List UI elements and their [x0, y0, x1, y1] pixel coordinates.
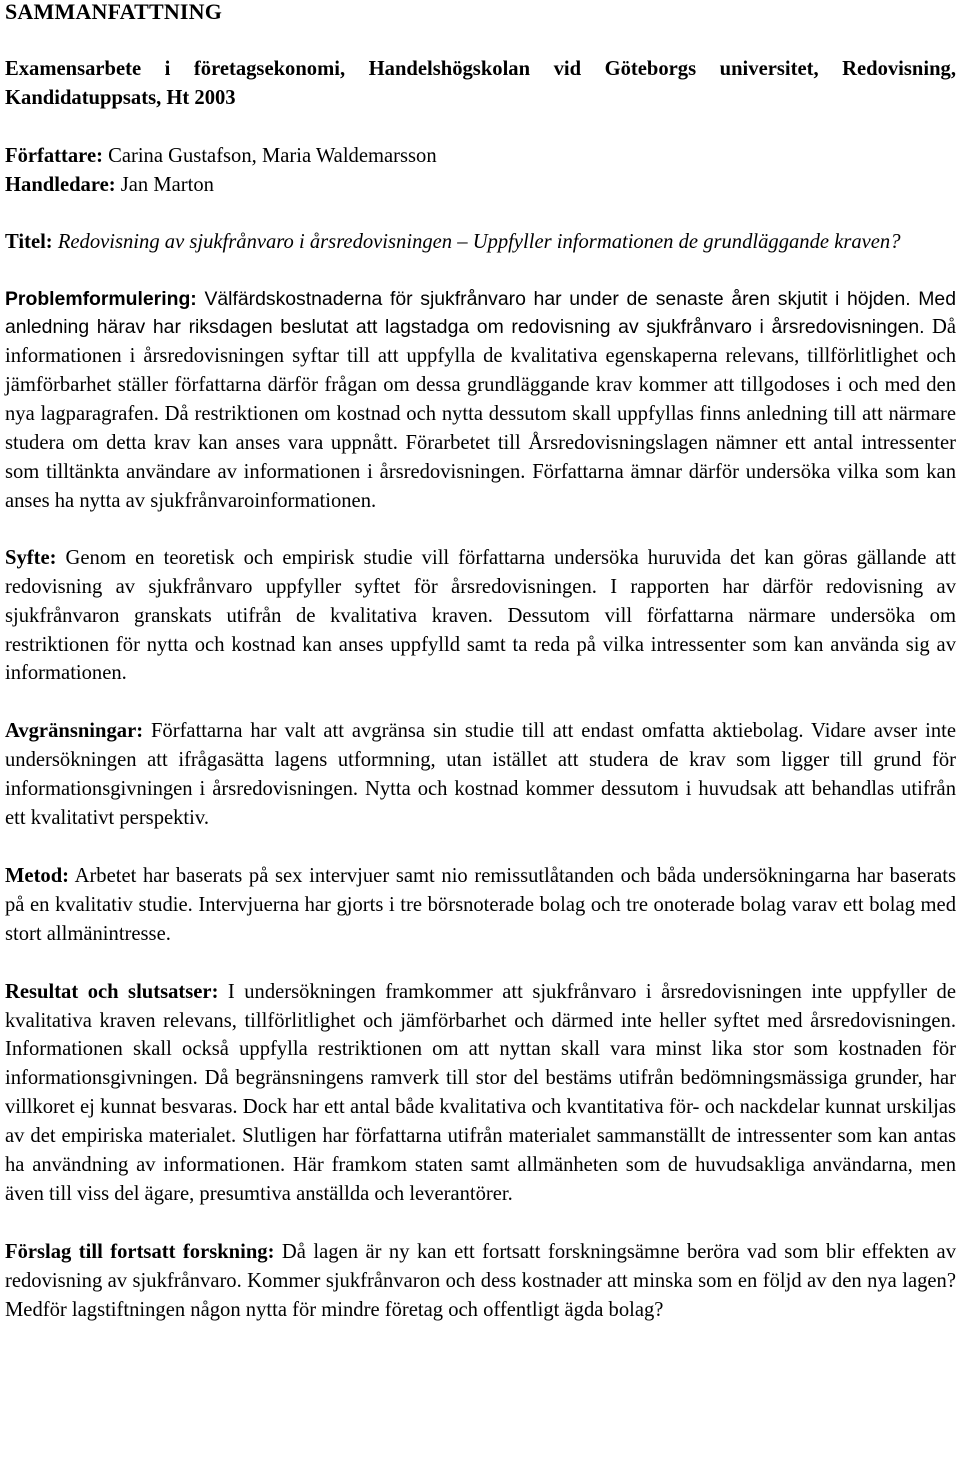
authors-block: [5, 142, 956, 200]
title-label: Titel:: [5, 230, 53, 253]
future-research-label: Förslag till fortsatt forskning:: [5, 1240, 275, 1263]
problem-block: [5, 285, 956, 516]
thesis-info: Examensarbete i företagsekonomi, Handelshögskolan vid Göteborgs universitet, Redovisning, Kandidatuppsats, Ht 2003: [5, 58, 956, 109]
document-page: [5, 0, 956, 1325]
supervisor-label: Handledare:: [5, 173, 116, 196]
method-block: [5, 862, 956, 949]
supervisor-value: Jan Marton: [115, 173, 214, 196]
author-value: Carina Gustafson, Maria Waldemarsson: [102, 144, 437, 167]
title-block: [5, 228, 956, 257]
problem-text-sans: Välfärdskostnaderna för sjukfrånvaro har under de senaste åren skjutit i höjden. Med anledning härav har riksdagen beslutat att lagstadga om redovisning av sjukfrånvaro i årsredovisningen.: [5, 287, 956, 339]
future-research-text: Då lagen är ny kan ett fortsatt forskningsämne beröra vad som blir effekten av redovisning av sjukfrånvaro. Kommer sjukfrånvaron och dess kostnader att minska som en följd av den nya lagen? Medför lagstiftningen någon nytta för mindre företag och offentligt ägda bolag?: [5, 1240, 956, 1321]
purpose-block: [5, 544, 956, 689]
page-title: SAMMANFATTNING: [5, 0, 223, 24]
method-label: Metod:: [5, 864, 70, 887]
future-research-block: [5, 1238, 956, 1325]
result-block: [5, 978, 956, 1209]
method-text: Arbetet har baserats på sex intervjuer samt nio remissutlåtanden och båda undersökningarna har baserats på en kvalitativ studie. Intervjuerna har gjorts i tre börsnoterade bolag och tre onoterade bolag varav ett bolag med stort allmänintresse.: [5, 864, 956, 945]
limits-label: Avgränsningar:: [5, 720, 144, 743]
supervisor-line: [5, 171, 956, 200]
limits-block: [5, 717, 956, 833]
limits-text: Författarna har valt att avgränsa sin studie till att endast omfatta aktiebolag. Vidare avser inte undersökningen att ifrågasätta lagens utformning, utan istället att studera de krav som ligger till grund för informationsgivningen i årsredovisningen. Nytta och kostnad kommer dessutom i huvudsak att behandlas utifrån ett kvalitativt perspektiv.: [5, 720, 956, 830]
purpose-text: Genom en teoretisk och empirisk studie vill författarna undersöka huruvida det kan göras gällande att redovisning av sjukfrånvaro uppfyller syftet för årsredovisningen. I rapporten har därför redovisning av sjukfrånvaron granskats utifrån de kvalitativa kraven. Dessutom vill författarna närmare undersöka om restriktionen för nytta och kostnad kan anses uppfylld samt ta reda på vilka intressenter som kan använda sig av informationen.: [5, 546, 956, 685]
author-label: Författare:: [5, 144, 103, 167]
title-value: Redovisning av sjukfrånvaro i årsredovisningen – Uppfyller informationen de grundläggande kraven?: [52, 230, 901, 253]
problem-text: Då informationen i årsredovisningen syftar till att uppfylla de kvalitativa egenskaperna relevans, tillförlitlighet och jämförbarhet ställer författarna därför frågan om dessa grundläggande krav kommer att tillgodoses i och med den nya lagparagrafen. Då restriktionen om kostnad och nytta dessutom skall uppfyllas finns anledning till att närmare studera om detta krav kan anses vara uppnått. Förarbetet till Årsredovisningslagen nämner ett antal intressenter som tilltänkta användare av informationen i årsredovisningen. Författarna ämnar därför undersöka vilka som kan anses ha nytta av sjukfrånvaroinformationen.: [5, 316, 956, 512]
problem-label: Problemformulering:: [5, 287, 197, 310]
purpose-label: Syfte:: [5, 546, 57, 569]
result-label: Resultat och slutsatser:: [5, 980, 219, 1003]
result-text: I undersökningen framkommer att sjukfrånvaro i årsredovisningen inte uppfyller de kvalitativa kraven relevans, tillförlitlighet och jämförbarhet och därmed inte heller syftet med årsredovisningen. Informationen skall också uppfylla restriktionen om att nyttan skall vara minst lika stor som kostnaden för informationsgivningen. Då begränsningens ramverk till stor del bestäms utifrån bedömningsmässiga grunder, har villkoret ej kunnat besvaras. Dock har ett antal både kvalitativa och kvantitativa för- och nackdelar kunnat urskiljas av det empiriska materialet. Slutligen har författarna utifrån materialet sammanställt de intressenter som kan antas ha användning av informationen. Här framkom staten samt allmänheten som de huvudsakliga användarna, men även till viss del ägare, presumtiva anställda och leverantörer.: [5, 980, 956, 1205]
author-line: [5, 142, 956, 171]
